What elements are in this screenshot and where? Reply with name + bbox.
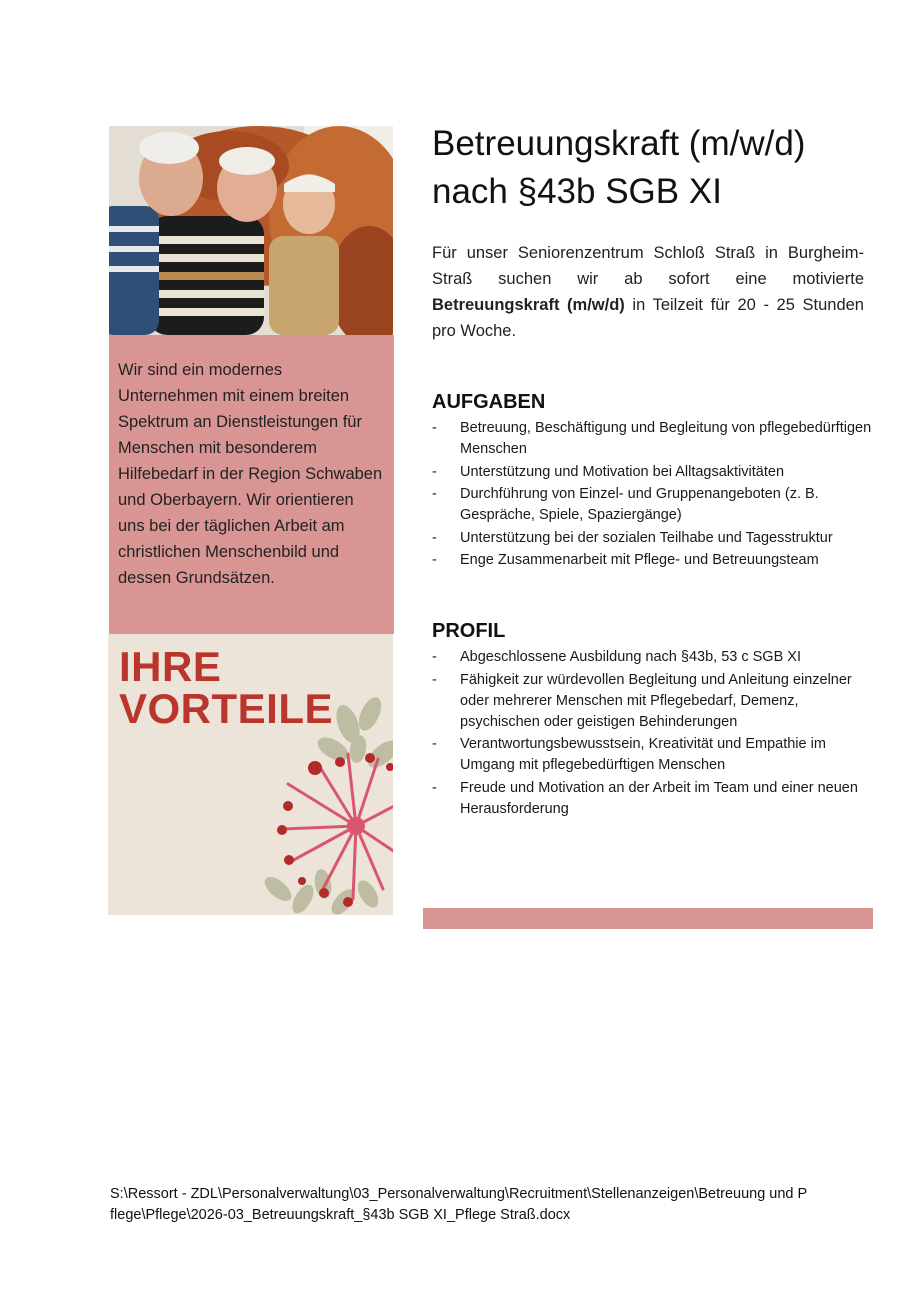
list-item: [432, 418, 872, 460]
aufgaben-item-text: Unterstützung bei der sozialen Teilhabe und Tagesstruktur: [460, 529, 833, 546]
list-item: [432, 670, 872, 733]
profil-section: [432, 619, 872, 821]
list-item: [432, 778, 872, 820]
list-item: [432, 484, 872, 526]
dash-bullet: -: [432, 736, 437, 752]
job-title-line2: nach §43b SGB XI: [432, 172, 722, 211]
job-intro-after: in Teilzeit für 20 - 25 Stunden pro Woche.: [432, 296, 864, 340]
job-title-line1: Betreuungskraft (m/w/d): [432, 124, 806, 163]
dash-bullet: -: [432, 486, 437, 502]
list-item: [432, 734, 872, 776]
vorteile-graphic: [108, 634, 393, 915]
list-item: [432, 550, 872, 571]
dash-bullet: -: [432, 671, 437, 688]
list-item: [432, 647, 872, 668]
aufgaben-item-text: Durchführung von Einzel- und Gruppenangeboten (z. B. Gespräche, Spiele, Spaziergänge): [460, 486, 819, 523]
profil-item-text: Abgeschlossene Ausbildung nach §43b, 53 c SGB XI: [460, 649, 801, 665]
profil-item-text: Fähigkeit zur würdevollen Begleitung und Anleitung einzelner oder mehrerer Menschen mit Pflegebedarf, Demenz, psychischen oder geistigen Behinderungen: [460, 671, 852, 730]
company-intro-box: [109, 335, 394, 634]
job-intro-before: Für unser Seniorenzentrum Schloß Straß in Burgheim-Straß suchen wir ab sofort eine motivierte: [432, 244, 864, 288]
vorteile-line1: IHRE: [119, 643, 222, 690]
seniors-photo: [109, 126, 393, 335]
aufgaben-heading: AUFGABEN: [432, 391, 546, 413]
job-intro-bold: Betreuungskraft (m/w/d): [432, 296, 625, 314]
company-intro-text: Wir sind ein modernes Unternehmen mit einem breiten Spektrum an Dienstleistungen für Menschen mit besonderem Hilfebedarf in der Region Schwaben und Oberbayern. Wir orientieren uns bei der täglichen Arbeit am christlichen Menschenbild und dessen Grundsätzen.: [118, 361, 383, 587]
aufgaben-item-text: Unterstützung und Motivation bei Alltagsaktivitäten: [460, 463, 785, 480]
seniors-photo-illustration: [109, 126, 393, 335]
job-header: [432, 120, 864, 344]
file-path-footer: S:\Ressort - ZDL\Personalverwaltung\03_Personalverwaltung\Recruitment\Stellenanzeigen\Betreuung und Pflege\Pflege\2026-03_Betreuungskraft_§43b SGB XI_Pflege Straß.docx: [110, 1186, 808, 1223]
dash-bullet: -: [432, 779, 437, 796]
job-intro: [432, 240, 864, 344]
list-item: [432, 462, 872, 483]
dash-bullet: -: [432, 552, 437, 568]
vorteile-heading: [119, 643, 334, 732]
dash-bullet: -: [432, 463, 437, 480]
dash-bullet: -: [432, 649, 437, 665]
profil-list: [432, 647, 872, 820]
profil-item-text: Verantwortungsbewusstsein, Kreativität und Empathie im Umgang mit pflegebedürftigen Menschen: [460, 736, 826, 773]
profil-item-text: Freude und Motivation an der Arbeit im Team und einer neuen Herausforderung: [460, 779, 858, 817]
aufgaben-section: [432, 390, 872, 573]
list-item: [432, 528, 872, 549]
profil-heading: PROFIL: [432, 620, 506, 642]
accent-bar: [423, 908, 873, 929]
dash-bullet: -: [432, 420, 437, 436]
dash-bullet: -: [432, 529, 437, 546]
aufgaben-item-text: Enge Zusammenarbeit mit Pflege- und Betreuungsteam: [460, 552, 819, 568]
aufgaben-list: [432, 418, 872, 571]
aufgaben-item-text: Betreuung, Beschäftigung und Begleitung von pflegebedürftigen Menschen: [460, 420, 872, 457]
job-title: [432, 120, 864, 216]
vorteile-line2: VORTEILE: [119, 685, 334, 732]
